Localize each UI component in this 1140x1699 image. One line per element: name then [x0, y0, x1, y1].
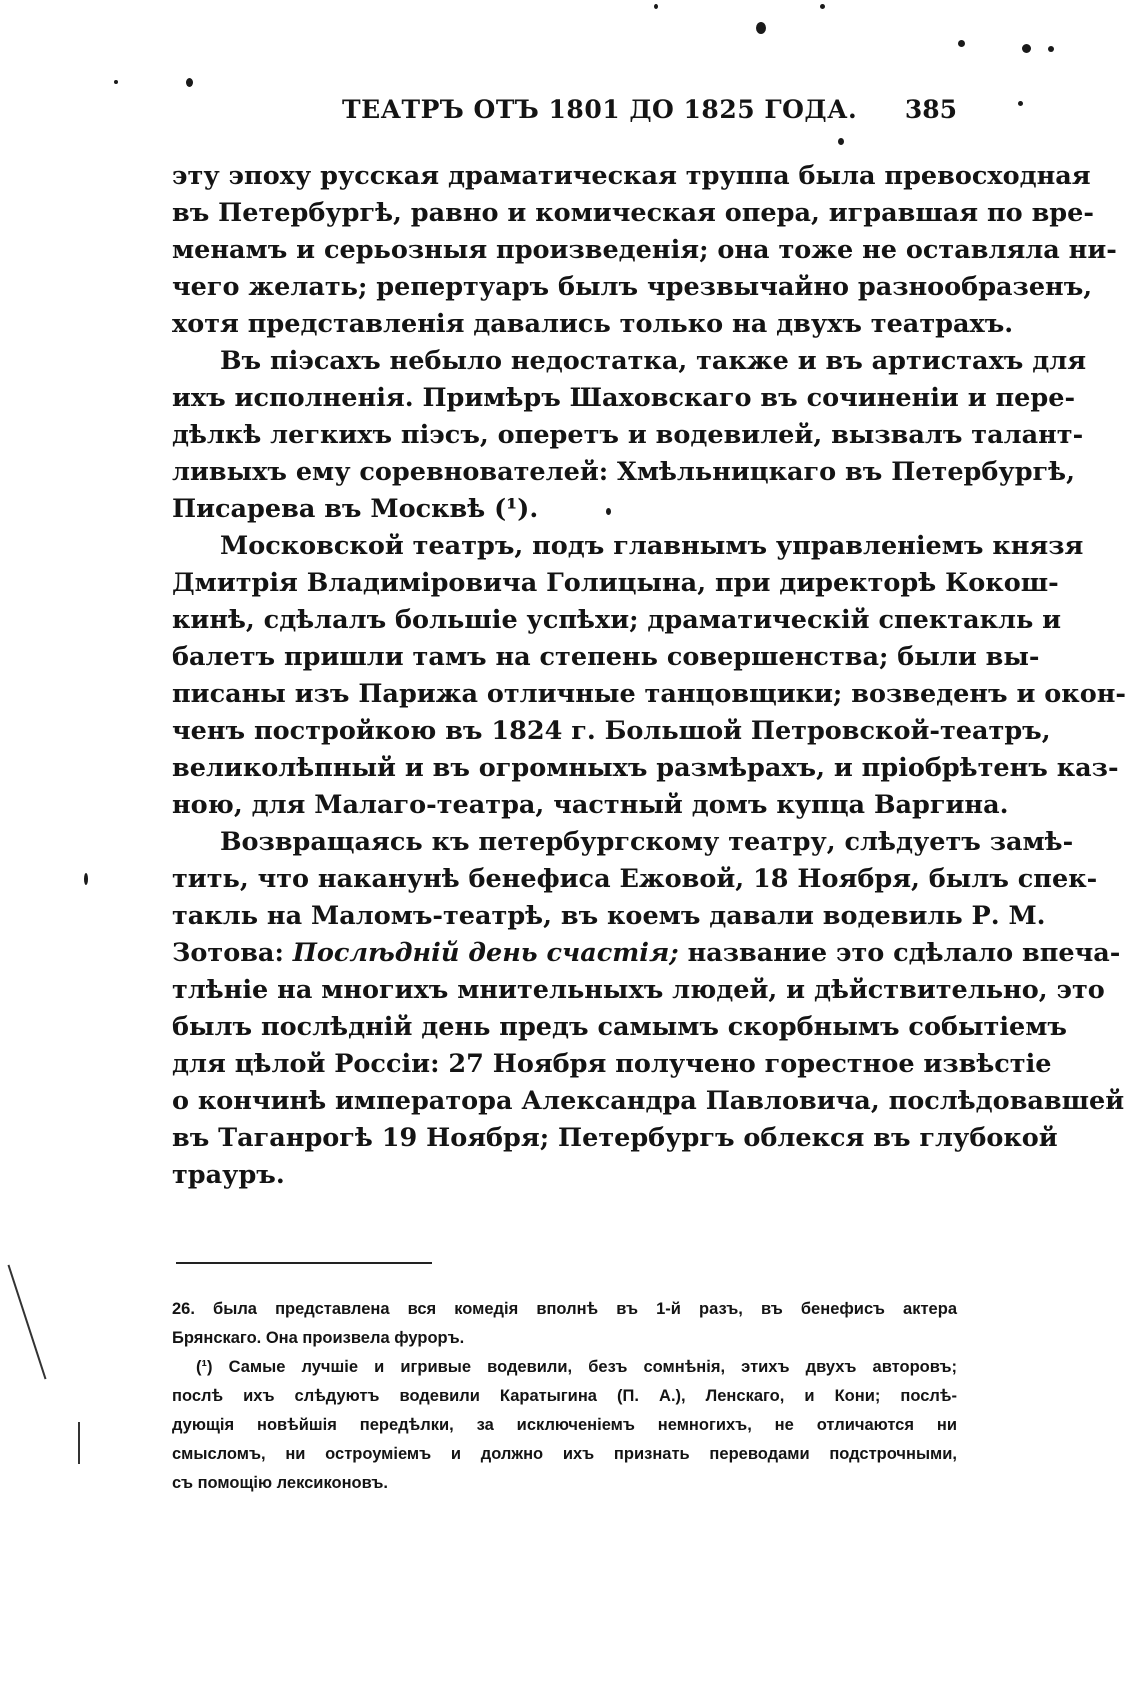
- scan-speck: [838, 138, 844, 145]
- scan-speck: [186, 78, 193, 87]
- text-line: ною, для Малаго-театра, частный домъ купца Варгина.: [172, 790, 1009, 820]
- text-line: тить, что наканунѣ бенефиса Ежовой, 18 Ноября, былъ спек-: [172, 864, 1098, 894]
- footnote-line: (¹) Самые лучшіе и игривые водевили, безъ сомнѣнія, этихъ двухъ авторовъ;: [196, 1358, 957, 1376]
- line-rest: название это сдѣлало впеча-: [687, 938, 1121, 968]
- footnote-line: дующія новѣйшія передѣлки, за исключеніемъ немногихъ, не отличаются ни: [172, 1416, 957, 1434]
- text-line: Московской театръ, подъ главнымъ управленіемъ князя: [220, 531, 1084, 561]
- text-line: въ Таганрогѣ 19 Ноября; Петербургъ облекся въ глубокой: [172, 1123, 1058, 1153]
- scan-speck: [958, 40, 965, 47]
- paragraph: [172, 824, 1125, 1194]
- text-line: дѣлкѣ легкихъ піэсъ, оперетъ и водевилей, вызвалъ талант-: [172, 420, 1084, 450]
- scan-speck: [654, 4, 658, 9]
- line-prefix: Зотова:: [172, 938, 293, 968]
- main-text: [172, 158, 1126, 1194]
- text-line: эту эпоху русская драматическая труппа была превосходная: [172, 161, 1091, 191]
- text-line: чего желать; репертуаръ былъ чрезвычайно разнообразенъ,: [172, 272, 1093, 302]
- text-line: тлѣніе на многихъ мнительныхъ людей, и дѣйствительно, это: [172, 975, 1105, 1005]
- text-line: хотя представленія давались только на двухъ театрахъ.: [172, 309, 1014, 339]
- footnote-line: смысломъ, ни остроуміемъ и должно ихъ признать переводами подстрочными,: [172, 1445, 957, 1463]
- text-line: былъ послѣдній день предъ самымъ скорбнымъ событіемъ: [172, 1012, 1067, 1042]
- text-line: Дмитрія Владиміровича Голицына, при директорѣ Кокош-: [172, 568, 1059, 598]
- text-line: такль на Маломъ-театрѣ, въ коемъ давали водевиль Р. М.: [172, 901, 1046, 931]
- text-line: великолѣпный и въ огромныхъ размѣрахъ, и пріобрѣтенъ каз-: [172, 753, 1119, 783]
- italic-play-title: Послѣдній день счастія;: [292, 938, 679, 968]
- text-line: Возвращаясь къ петербургскому театру, слѣдуетъ замѣ-: [220, 827, 1074, 857]
- footnote: [172, 1353, 957, 1498]
- scan-speck: [114, 80, 118, 84]
- page-number: 385: [904, 95, 957, 124]
- scan-speck: [1022, 44, 1031, 53]
- text-line: для цѣлой Россіи: 27 Ноября получено горестное извѣстіе: [172, 1049, 1052, 1079]
- footnote-line: 26. была представлена вся комедія вполнѣ въ 1-й разъ, въ бенефисъ актера: [172, 1300, 957, 1318]
- text-line: балетъ пришли тамъ на степень совершенства; были вы-: [172, 642, 1040, 672]
- text-line: ченъ постройкою въ 1824 г. Большой Петровской-театръ,: [172, 716, 1051, 746]
- text-line: о кончинѣ императора Александра Павловича, послѣдовавшей: [172, 1086, 1125, 1116]
- footnote-line: Брянскаго. Она произвела фуроръ.: [172, 1329, 465, 1347]
- text-line: кинѣ, сдѣлалъ большіе успѣхи; драматическій спектакль и: [172, 605, 1062, 635]
- footnotes: [172, 1295, 957, 1498]
- text-line: Писарева въ Москвѣ (¹).: [172, 494, 539, 524]
- scan-speck: [1018, 101, 1023, 106]
- paragraph: [172, 528, 1126, 824]
- scan-speck: [756, 22, 766, 34]
- footnote-line: послѣ ихъ слѣдуютъ водевили Каратыгина (П. А.), Ленскаго, и Кони; послѣ-: [172, 1387, 957, 1405]
- running-title: ТЕАТРЪ ОТЪ 1801 ДО 1825 ГОДА.: [342, 95, 858, 124]
- text-line: трауръ.: [172, 1160, 285, 1190]
- scan-scratch: [8, 1265, 47, 1380]
- footnote-separator: [176, 1262, 432, 1264]
- scan-speck: [84, 873, 88, 885]
- footnote: [172, 1295, 957, 1353]
- paragraph: [172, 343, 1087, 528]
- text-line: Въ піэсахъ небыло недостатка, также и въ артистахъ для: [220, 346, 1087, 376]
- text-line: въ Петербургѣ, равно и комическая опера, игравшая по вре-: [172, 198, 1094, 228]
- scan-speck: [1048, 46, 1054, 52]
- page-header: [172, 95, 957, 135]
- paragraph: [172, 158, 1117, 343]
- text-line-with-title: [172, 935, 1121, 972]
- text-line: писаны изъ Парижа отличные танцовщики; возведенъ и окон-: [172, 679, 1126, 709]
- text-line: ливыхъ ему соревнователей: Хмѣльницкаго въ Петербургѣ,: [172, 457, 1075, 487]
- scan-speck: [820, 4, 825, 9]
- footnote-line: съ помощію лексиконовъ.: [172, 1474, 388, 1492]
- scan-scratch: [78, 1422, 80, 1464]
- text-line: ихъ исполненія. Примѣръ Шаховскаго въ сочиненіи и пере-: [172, 383, 1076, 413]
- text-line: менамъ и серьозныя произведенія; она тоже не оставляла ни-: [172, 235, 1117, 265]
